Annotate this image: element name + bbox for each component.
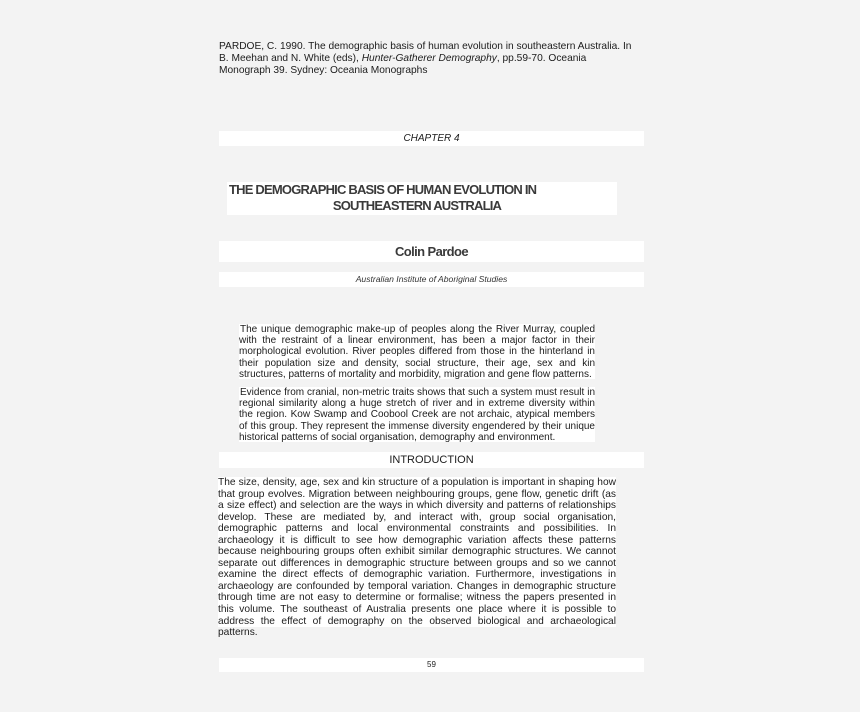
body-paragraph: The size, density, age, sex and kin structure of a population is important in shaping how that group evolves. Migration between neighbouring groups, gene flow, genetic drift (as a size effect) and selection are the ways in which diversity and patterns of relationships develop. These are mediated by, and interact with, group social organisation, demographic patterns and local environmental constraints and possibilities. In archaeology it is difficult to see how demographic variation affects these patterns because neighbouring groups often exhibit similar demographic structures. We cannot separate out differences in demographic structure between groups and so we cannot examine the direct effects of demographic variation. Furthermore, investigations in archaeology are confounded by temporal variation. Changes in demographic structure through time are not easy to determine or formalise; witness the papers presented in this volume. The southeast of Australia presents one place where it is possible to address the effect of demography on the observed biological and archaeological patterns. [218, 477, 616, 639]
citation-text: PARDOE, C. 1990. The demographic basis of human evolution in southeastern Australia. In B. Meehan and N. White (eds), [219, 41, 632, 64]
abstract-paragraph: The unique demographic make-up of peoples along the River Murray, coupled with the restraint of a linear environment, has been a major factor in their morphological evolution. River peoples differed from those in the hinterland in their population size and density, social structure, their age, sex and kin structures, patterns of mortality and morbidity, migration and gene flow patterns. [239, 324, 595, 380]
paper-title-line-1: THE DEMOGRAPHIC BASIS OF HUMAN EVOLUTION IN [229, 182, 537, 197]
author-name: Colin Pardoe [219, 241, 644, 262]
citation-book-title: Hunter-Gatherer Demography [361, 53, 497, 64]
citation [219, 41, 639, 77]
citation-text-end: , pp.59-70. Oceania Monograph 39. Sydney: Oceania Monographs [219, 53, 587, 76]
paper-title [227, 182, 617, 215]
author-affiliation: Australian Institute of Aboriginal Studies [219, 272, 644, 287]
page-number: 59 [219, 658, 644, 672]
section-heading-introduction: INTRODUCTION [219, 452, 644, 468]
paper-title-line-2: SOUTHEASTERN AUSTRALIA [332, 198, 502, 213]
chapter-label: CHAPTER 4 [219, 131, 644, 146]
abstract-paragraph: Evidence from cranial, non-metric traits shows that such a system must result in regional similarity along a huge stretch of river and in extreme diversity within the region. Kow Swamp and Coobool Creek are not archaic, atypical members of this group. They represent the immense diversity engendered by their unique historical patterns of social organisation, demography and environment. [239, 387, 595, 443]
